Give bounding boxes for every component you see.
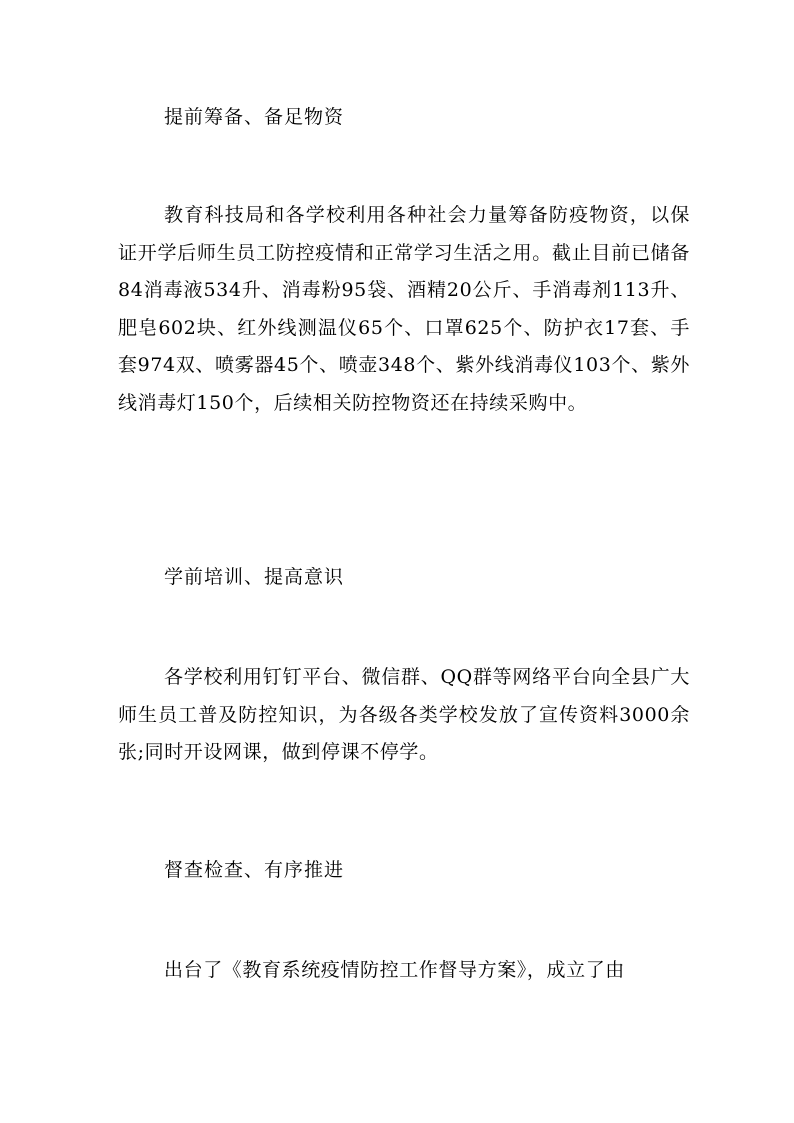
section-paragraph-3: 出台了《教育系统疫情防控工作督导方案》，成立了由 — [164, 959, 625, 981]
section-heading-3: 督查检查、有序推进 — [164, 859, 345, 881]
section-heading-2: 学前培训、提高意识 — [164, 566, 345, 588]
section-paragraph-1: 教育科技局和各学校利用各种社会力量筹备防疫物资，以保证开学后师生员工防控疫情和正常学习生活之用。截止目前已储备84消毒液534升、消毒粉95袋、酒精20公斤、手消毒剂113升、肥皂602块、红外线测温仪65个、口罩625个、防护衣17套、手套974双、喷雾器45个、喷壶348个、紫外线消毒仪103个、紫外线消毒灯150个，后续相关防控物资还在持续采购中。 — [118, 204, 690, 414]
section-paragraph-2: 各学校利用钉钉平台、微信群、QQ群等网络平台向全县广大师生员工普及防控知识，为各级各类学校发放了宣传资料3000余张;同时开设网课，做到停课不停学。 — [118, 666, 690, 763]
section-heading-1: 提前筹备、备足物资 — [164, 106, 345, 128]
